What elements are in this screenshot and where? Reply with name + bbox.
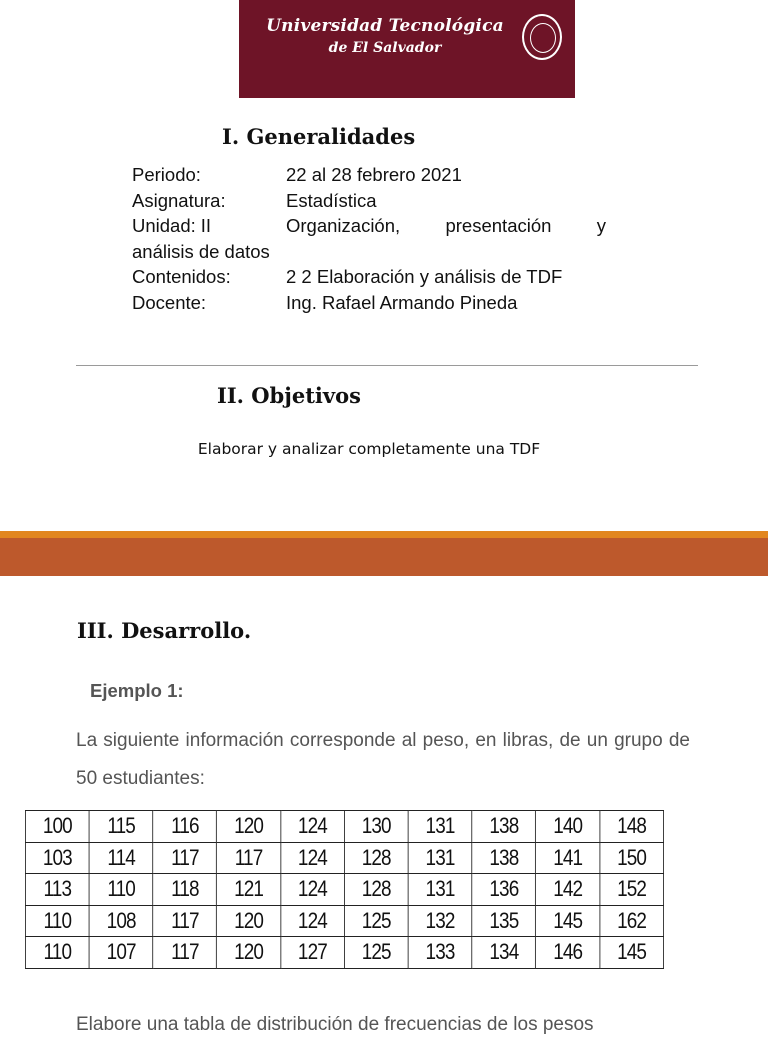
table-cell: 121 [217,874,281,906]
unidad-value-cont: análisis de datos [132,240,270,262]
objetivo-text: Elaborar y analizar completamente una TDF [197,440,541,458]
contenidos-value: 2 2 Elaboración y análisis de TDF [286,266,563,287]
accent-band-top [0,531,768,538]
table-row [25,937,663,969]
table-cell: 127 [280,937,344,969]
asignatura-label: Asignatura: [132,189,226,211]
table-cell: 124 [280,842,344,874]
divider [76,365,698,366]
table-cell: 110 [25,937,89,969]
table-cell: 117 [153,937,217,969]
table-cell: 132 [408,905,472,937]
periodo-label: Periodo: [132,164,201,185]
logo-line-2: de El Salvador [328,40,442,56]
table-cell: 136 [472,874,536,906]
table-cell: 110 [25,905,89,937]
table-cell: 120 [217,811,281,843]
table-cell: 133 [408,937,472,969]
table-cell: 117 [153,905,217,937]
instruction-paragraph: Elabore una tabla de distribución de frecuencias de los pesos [76,1014,594,1035]
unidad-value: Organización, presentación y [286,215,606,236]
table-cell: 120 [217,905,281,937]
table-cell: 131 [408,811,472,843]
table-cell: 145 [600,937,664,969]
table-cell: 125 [344,905,408,937]
table-cell: 124 [280,874,344,906]
ejemplo-heading: Ejemplo 1: [90,680,184,701]
table-cell: 128 [344,874,408,906]
asignatura-value: Estadística [286,189,377,211]
table-cell: 140 [536,811,600,843]
seal-icon [522,14,562,60]
table-cell: 124 [280,905,344,937]
table-cell: 152 [600,874,664,906]
section-title-desarrollo: III. Desarrollo. [77,618,252,643]
intro-paragraph: La siguiente información corresponde al peso, en libras, de un grupo de 50 estudiantes: [76,730,690,789]
table-cell: 138 [472,842,536,874]
table-cell: 116 [153,811,217,843]
table-cell: 138 [472,811,536,843]
unidad-label: Unidad: II [132,215,212,236]
table-cell: 110 [89,874,153,906]
table-cell: 118 [153,874,217,906]
table-cell: 117 [153,842,217,874]
table-cell: 117 [217,842,281,874]
university-logo [239,0,575,98]
weights-table [25,810,664,969]
table-cell: 145 [536,905,600,937]
table-cell: 150 [600,842,664,874]
course-info [132,162,606,315]
table-cell: 100 [25,811,89,843]
docente-value: Ing. Rafael Armando Pineda [286,291,518,313]
table-cell: 120 [217,937,281,969]
docente-label: Docente: [132,291,207,313]
table-cell: 114 [89,842,153,874]
table-cell: 134 [472,937,536,969]
table-cell: 113 [25,874,89,906]
table-row [25,874,663,906]
table-cell: 108 [89,905,153,937]
table-cell: 115 [89,811,153,843]
table-cell: 131 [408,874,472,906]
section-title-objetivos: II. Objetivos [217,383,361,408]
table-cell: 128 [344,842,408,874]
contenidos-label: Contenidos: [132,266,231,287]
table-cell: 124 [280,811,344,843]
table-cell: 125 [344,937,408,969]
table-cell: 130 [344,811,408,843]
accent-band [0,538,768,576]
table-cell: 135 [472,905,536,937]
table-cell: 141 [536,842,600,874]
periodo-value: 22 al 28 febrero 2021 [286,164,462,185]
table-cell: 142 [536,874,600,906]
table-row [25,842,663,874]
table-cell: 146 [536,937,600,969]
table-cell: 107 [89,937,153,969]
table-cell: 103 [25,842,89,874]
table-cell: 131 [408,842,472,874]
logo-line-1: Universidad Tecnológica [266,16,504,36]
table-row [25,811,663,843]
table-row [25,905,663,937]
unidad-number: II [200,215,212,236]
section-title-generalidades: I. Generalidades [222,124,416,149]
table-cell: 148 [600,811,664,843]
table-cell: 162 [600,905,664,937]
